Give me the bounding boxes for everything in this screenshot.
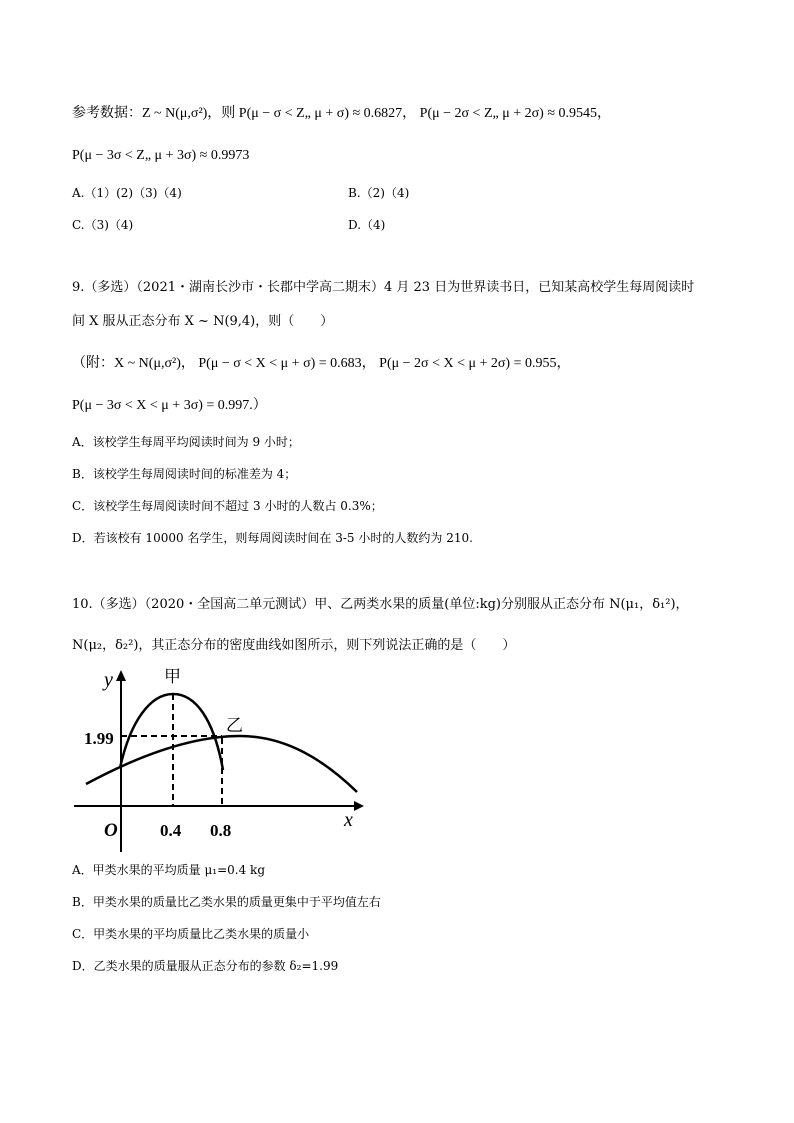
q10-option-c: C．甲类水果的平均质量比乙类水果的质量小 [72, 927, 310, 941]
y-axis-label: y [104, 669, 113, 691]
q9-option-d: D．若该校有 10000 名学生，则每周阅读时间在 3-5 小时的人数约为 210. [72, 531, 473, 545]
q9-stem-line-2: 间 X 服从正态分布 X ~ N(9,4)，则（ ） [72, 314, 334, 329]
x-axis-arrow [354, 801, 364, 811]
q9-note-line-2: P(μ − 3σ < X < μ + 3σ) = 0.997.） [72, 398, 267, 413]
q8-option-a: A.（1）(2)（3)（4) [72, 186, 182, 200]
reference-data-line-2: P(μ − 3σ < Z„ μ + 3σ) ≈ 0.9973 [72, 148, 250, 163]
q9-note-line-1: （附：X ~ N(μ,σ²)， P(μ − σ < X < μ + σ) = 0.683， P(μ − 2σ < X < μ + 2σ) = 0.955， [72, 356, 571, 371]
normal-density-figure [72, 664, 372, 864]
q9-option-b: B．该校学生每周阅读时间的标准差为 4； [72, 467, 297, 481]
q9-option-c: C．该校学生每周阅读时间不超过 3 小时的人数占 0.3%； [72, 499, 383, 513]
y-value-label: 1.99 [84, 729, 114, 748]
q9-option-a: A．该校学生每周平均阅读时间为 9 小时； [72, 435, 300, 449]
q10-option-d: D．乙类水果的质量服从正态分布的参数 δ₂=1.99 [72, 959, 339, 973]
q8-option-b: B.（2)（4) [348, 186, 410, 200]
q10-option-a: A．甲类水果的平均质量 μ₁=0.4 kg [72, 863, 265, 877]
origin-label: O [104, 820, 118, 841]
x-axis-label: x [344, 809, 353, 831]
q8-option-c: C.（3)（4) [72, 218, 134, 232]
y-axis-arrow [116, 670, 126, 681]
x-tick-label-0.8: 0.8 [210, 821, 232, 840]
q10-option-b: B．甲类水果的质量比乙类水果的质量更集中于平均值左右 [72, 895, 381, 909]
q8-option-d: D.（4) [348, 218, 386, 232]
curve-jia-label: 甲 [164, 667, 181, 686]
curve-jia [120, 694, 223, 770]
reference-data-line-1: 参考数据：Z ~ N(μ,σ²)，则 P(μ − σ < Z„ μ + σ) ≈ 0.6827， P(μ − 2σ < Z„ μ + 2σ) ≈ 0.9545， [72, 106, 612, 121]
q9-stem-line-1: 9.（多选）（2021・湖南长沙市・长郡中学高二期末）4 月 23 日为世界读书日，已知某高校学生每周阅读时 [72, 280, 695, 295]
q10-stem-line-2: N(μ₂，δ₂²)，其正态分布的密度曲线如图所示，则下列说法正确的是（ ） [72, 638, 516, 653]
x-tick-label-0.4: 0.4 [160, 821, 182, 840]
q10-stem-line-1: 10.（多选）（2020・全国高二单元测试）甲、乙两类水果的质量(单位:kg)分别服从正态分布 N(μ₁，δ₁²)， [72, 597, 689, 612]
curve-yi-label: 乙 [226, 716, 243, 735]
